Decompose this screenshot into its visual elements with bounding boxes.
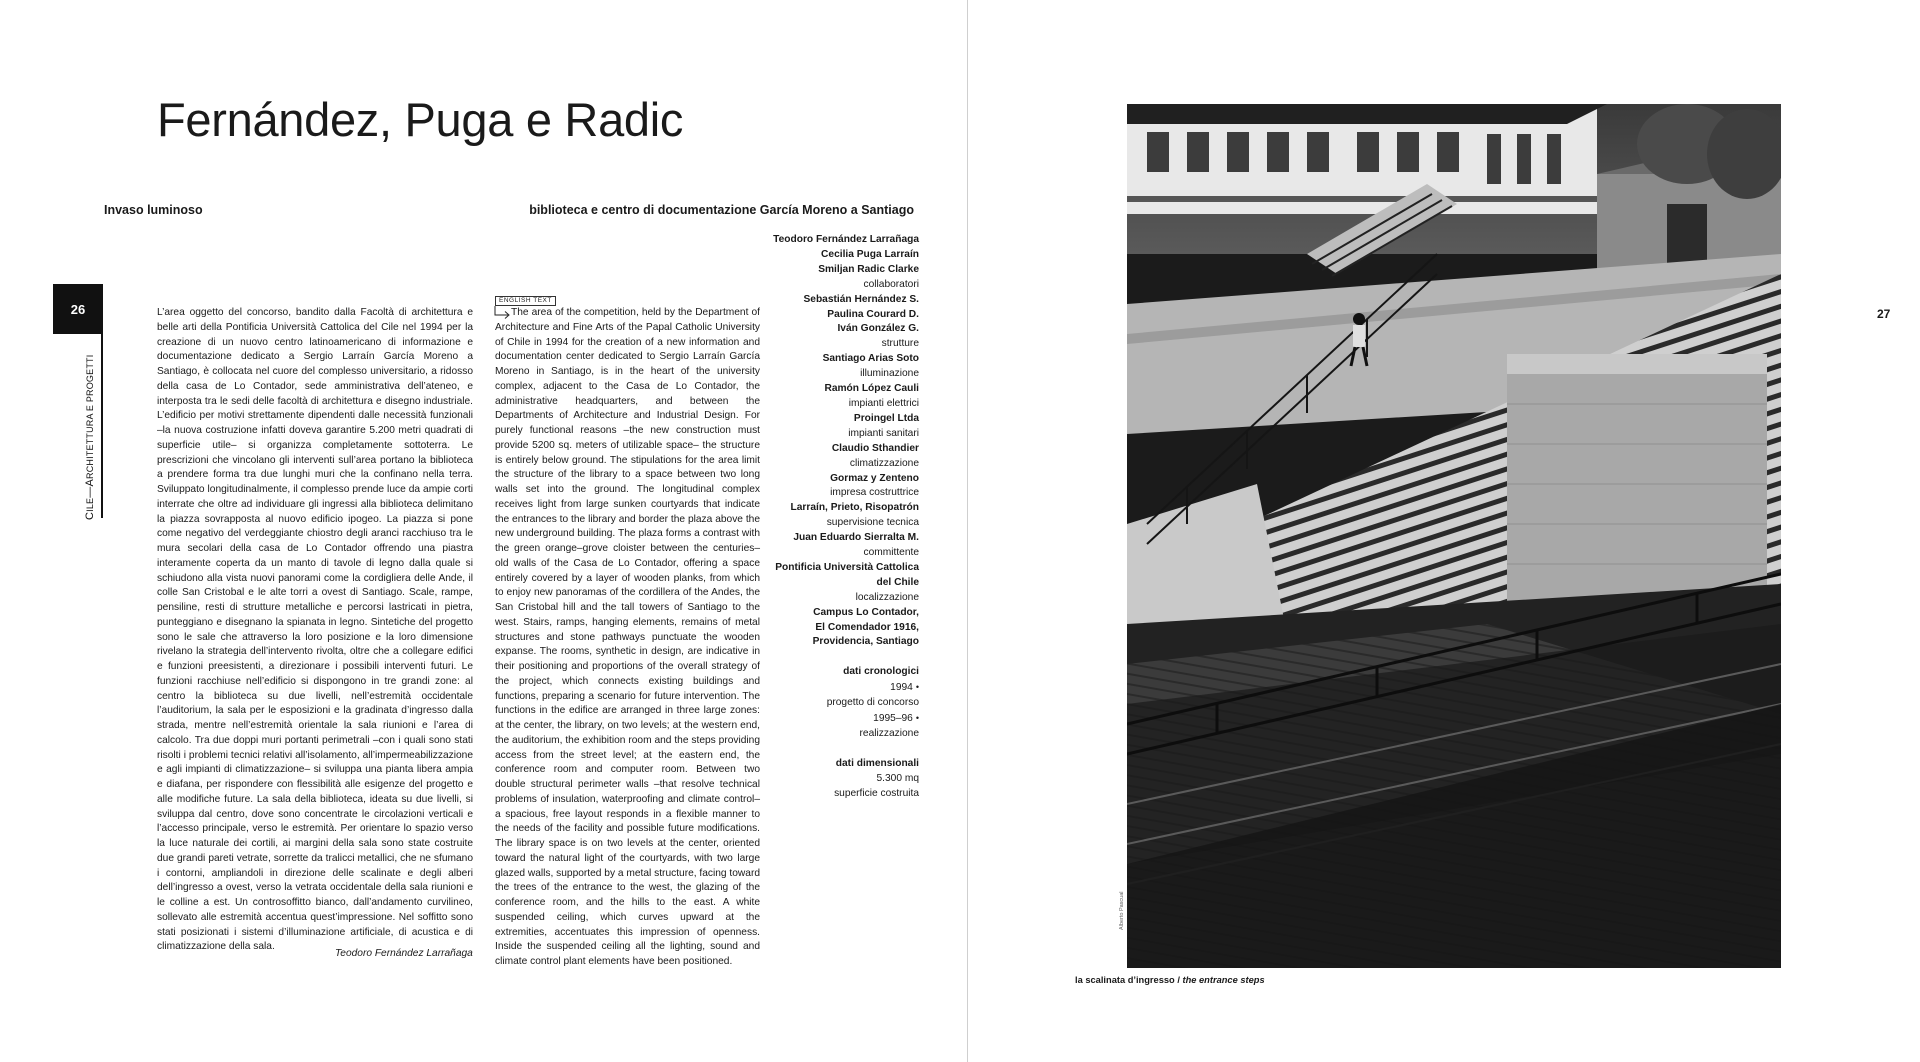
- credit-name: Proingel Ltda: [853, 412, 919, 424]
- section-rule: [101, 334, 103, 518]
- credit-name: Smiljan Radic Clarke: [818, 263, 919, 275]
- credit-name: Paulina Courard D.: [827, 308, 919, 320]
- credit-name: Ramón López Cauli: [824, 383, 919, 395]
- section-label: CILE—ARCHITETTURA E PROGETTI: [84, 354, 96, 520]
- photo-caption: la scalinata d’ingresso / the entrance steps: [1075, 975, 1265, 985]
- right-page: [968, 0, 1920, 1062]
- credit-role: localizzazione: [855, 591, 919, 603]
- photo-credit: Alberto Pascual: [1119, 891, 1125, 930]
- credits-block: [679, 233, 919, 802]
- date-year-1: 1994 •: [890, 682, 919, 694]
- credit-role: collaboratori: [863, 278, 919, 290]
- credit-name: Sebastián Hernández S.: [803, 293, 919, 305]
- italian-paragraph: L’area oggetto del concorso, bandito dalla Facoltà di architettura e belle arti della Pontificia Università Cattolica del Cile nel 1994 per la creazione di un nuovo centro latinoamericano di informazione e documentazione dedicato a Sergio Larraín García Moreno a Santiago, è collocata nel cuore del complesso universitario, a ridosso della casa de Lo Contador, sede amministrativa dell’ateneo, e interposta tra le sedi delle facoltà di architettura e disegno industriale. L’edificio per motivi strettamente dipendenti dalle necessità funzionali –la nuova costruzione infatti doveva garantire 5.200 metri quadrati di superficie utile– si organizza completamente sottoterra. Le prescrizioni che vincolano gli interventi sull’area portano la biblioteca a prendere forma tra due lunghi muri che la confinano nella terra. Sviluppato longitudinalmente, il complesso prende luce da ampie corti interrate che oltre ad individuare gli ingressi alla biblioteca delimitano la piazza sovrapposta al nuovo edificio ipogeo. La piazza si pone come negativo del verdeggiante chiostro degli aranci racchiuso tra le mura secolari della casa de Lo Contador offrendo una piastra interamente coperta da un manto di tavole di legno dalla quale si schiudono alla vista nuovi panorami come la cordigliera delle Ande, il colle San Cristobal e le alte torri a ovest di Santiago. Scale, rampe, pensiline, resti di strutture metalliche e percorsi lastricati in pietra, punteggiano e disegnano la spianata in legno. Sintetiche del progetto sono le sale che attraverso la loro posizione e la loro dimensione rivelano la strategia dell’intervento rivolta, oltre che a collegare edifici e funzioni preesistenti, a direzionare i possibili interventi futuri. Le funzioni racchiuse nell’edificio si dispongono in tre grandi zone: al centro la biblioteca su due livelli, nell’estremità occidentale l’auditorium, la sala per le esposizioni e la gradinata d’ingresso dalla strada, mentre nell’estremità orientale la sala riunioni e l’area di calcolo. Tra due doppi muri portanti perimetrali –con i quali sono stati risolti i problemi tecnici relativi all’isolamento, all’impermeabilizzazione e agli impianti di climatizzazione– si sviluppa una pianta libera ampia e diafana, per rispondere con flessibilità alle esigenze del progetto e alle modifiche future. La sala della biblioteca, ideata su due livelli, si sviluppa dal centro, dove sono concentrate le circolazioni verticali e l’accesso principale, verso le estremità. Per orientare lo spazio verso la luce naturale dei cortili, ai margini della sala sono state costruite due grandi pareti vetrate, sorrette da tralicci metallici, che ne sfumano i contorni, ampliandoli in direzione delle scalinate e degli alberi dell’ingresso a ovest, verso la vetrata occidentale della sala riunioni e le colline a est. Un controsoffitto bianco, dall’andamento curvilineo, sollevato alle estremità accentua quest’impressione. Nel soffitto sono stati posizionati i sistemi d’illuminazione artificiale, di acustica e di climatizzazione della sala.: [157, 307, 473, 953]
- dimensions-value: 5.300 mq: [876, 772, 919, 784]
- credit-name: Teodoro Fernández Larrañaga: [773, 234, 919, 245]
- credit-name: El Comendador 1916,: [815, 621, 919, 633]
- credits-list: [679, 233, 919, 650]
- article-subtitle: biblioteca e centro di documentazione García Moreno a Santiago: [529, 203, 914, 217]
- english-paragraph: The area of the competition, held by the Department of Architecture and Fine Arts of the Papal Catholic University of Chile in 1994 for the creation of a new information and documentation center dedicated to Sergio Larraín García Moreno in Santiago, is in the heart of the university complex, adjacent to the Casa de Lo Contador, the administrative headquarters, and between the Departments of Architecture and Industrial Design. For purely functional reasons –the new construction must provide 5200 sq. meters of utilizable space– the structure is entirely below ground. The stipulations for the area limit the structure of the library to a space between two long walls set into the ground. The longitudinal complex receives light from large sunken courtyards that indicate the entrances to the library and border the plaza above the new underground building. The plaza forms a contrast with the green orange–grove cloister between the centuries–old walls of the Casa de Lo Contador, offering a space entirely covered by a layer of wooden planks, from which to enjoy new panoramas of the cordillera of the Andes, the San Cristobal hill and the tall towers of Santiago to the west. Stairs, ramps, hanging elements, remains of metal structures and stone pathways punctuate the wooden expanse. The rooms, synthetic in design, are indicative in their positioning and proportions of the overall strategy of the project, which connects existing buildings and functions, preparing a scenario for future intervention. The functions in the edifice are arranged in three large zones: at the center, the library, on two levels; at the western end, the auditorium, the exhibition room and the steps providing access from the street level; at the eastern end, the conference room and computer room. Between two double structural perimeter walls –that resolve technical problems of insulation, waterproofing and climate control– a spacious, free layout responds in a flexible manner to the needs of the facility and possible future modifications. The library space is on two levels at the center, oriented toward the natural light of the courtyards, with two large glazed walls, supported by a metal structure, facing toward the trees of the entrance to the west, the glazing of the conference room, and the hills to the east. A white suspended ceiling, which curves upward at the extremities, accentuates this impression of openness. Inside the suspended ceiling all the lighting, sound and climate control plant elements have been positioned.: [495, 307, 761, 967]
- credit-name: Larraín, Prieto, Risopatrón: [790, 502, 919, 514]
- credit-name: Santiago Arias Soto: [822, 353, 919, 365]
- page-title: Fernández, Puga e Radic: [157, 93, 684, 146]
- page-number-left: 26: [70, 301, 86, 317]
- photo-illustration: [1127, 104, 1781, 968]
- credit-name: Claudio Sthandier: [831, 442, 919, 454]
- date-label-2: realizzazione: [859, 728, 919, 739]
- english-text-tag: ENGLISH TEXT: [495, 296, 556, 306]
- credit-name: del Chile: [876, 576, 919, 588]
- entrance-steps-photo: [1127, 104, 1781, 968]
- page-number-tab: [53, 284, 103, 334]
- credit-name: Iván González G.: [837, 323, 919, 335]
- author-signature: Teodoro Fernández Larrañaga: [335, 948, 473, 959]
- dimensions-label: superficie costruita: [834, 787, 919, 799]
- credit-role: climatizzazione: [849, 457, 919, 469]
- credit-name: Campus Lo Contador,: [813, 606, 919, 618]
- credit-name: Pontificia Università Cattolica: [775, 561, 919, 573]
- credit-role: impianti elettrici: [848, 397, 919, 409]
- credit-name: Juan Eduardo Sierralta M.: [793, 532, 919, 544]
- page-number-right: 27: [1877, 307, 1891, 321]
- credit-role: strutture: [881, 338, 919, 350]
- date-label-1: progetto di concorso: [826, 697, 919, 709]
- credit-name: Cecilia Puga Larraín: [821, 248, 919, 260]
- credit-role: supervisione tecnica: [826, 517, 919, 529]
- dimensions-heading: dati dimensionali: [835, 757, 919, 769]
- credit-name: Providencia, Santiago: [812, 636, 919, 648]
- article-kicker: Invaso luminoso: [104, 203, 203, 217]
- dates-heading: dati cronologici: [843, 666, 919, 678]
- credit-role: impianti sanitari: [848, 427, 919, 439]
- italian-text-column: [157, 306, 473, 955]
- credit-name: Gormaz y Zenteno: [830, 472, 919, 484]
- credit-role: illuminazione: [860, 368, 919, 380]
- credit-role: committente: [863, 547, 919, 559]
- credit-role: impresa costruttrice: [830, 487, 919, 499]
- date-year-2: 1995–96 •: [873, 713, 919, 725]
